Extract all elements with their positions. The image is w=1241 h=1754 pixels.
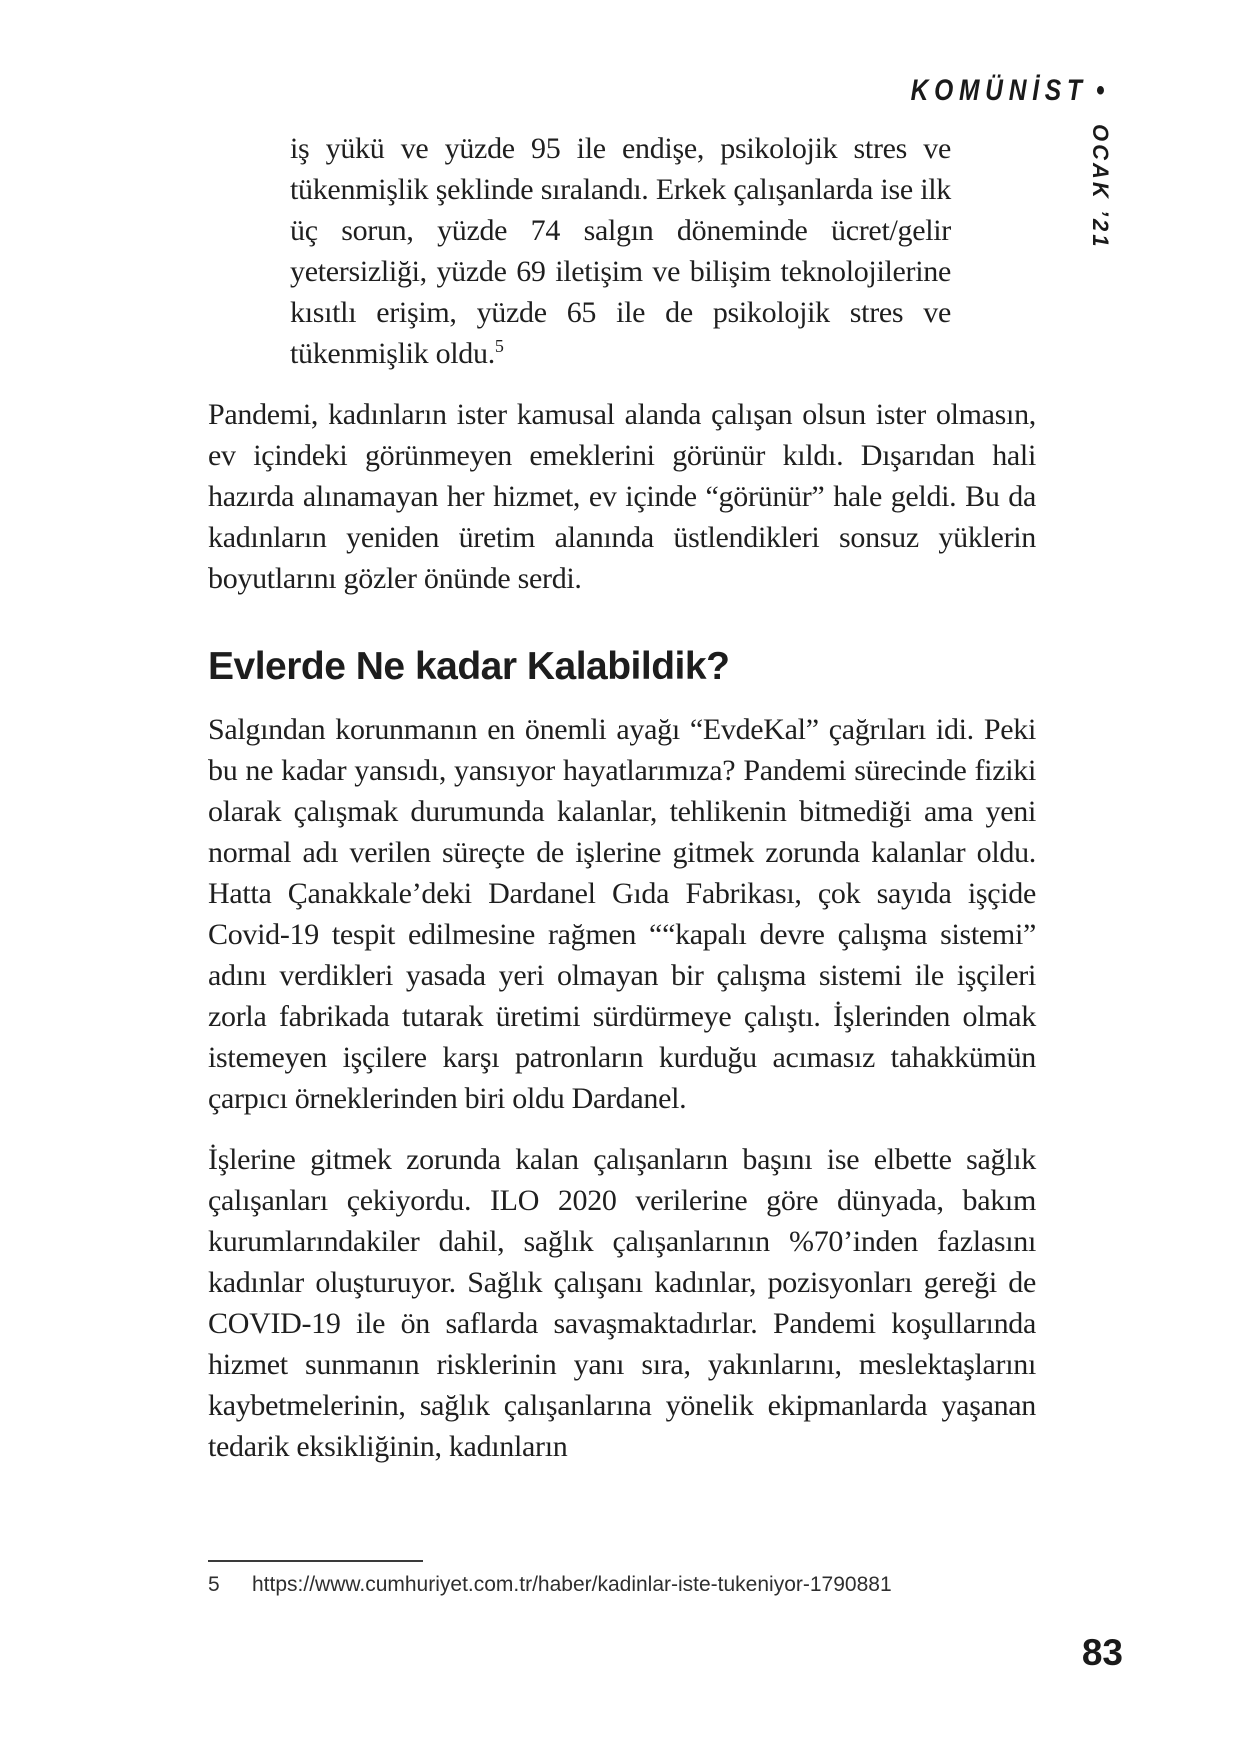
masthead (911, 74, 1105, 108)
section-heading: Evlerde Ne kadar Kalabildik? (208, 645, 730, 688)
block-quote-text: iş yükü ve yüzde 95 ile endişe, psikolojik stres ve tükenmişlik şeklinde sıralandı. Erkek çalışanlarda ise ilk üç sorun, yüzde 74 salgın döneminde ücret/gelir yetersizliği, yüzde 69 iletişim ve bilişim teknolojilerine kısıtlı erişim, yüzde 65 ile de psikolojik stres ve tükenmişlik oldu. (290, 132, 951, 370)
footnote-block (208, 1560, 1036, 1598)
footnote (208, 1572, 1036, 1598)
footnote-reference: 5 (494, 336, 504, 356)
paragraph-1: Pandemi, kadınların ister kamusal alanda çalışan olsun ister olmasın, ev içindeki görünmeyen emeklerini görünür kıldı. Dışarıdan hali hazırda alınamayan her hizmet, ev içinde “görünür” hale geldi. Bu da kadınların yeniden üretim alanında üstlendikleri sonsuz yüklerin boyutlarını gözler önünde serdi. (208, 398, 1036, 595)
page-number: 83 (1081, 1632, 1123, 1673)
footnote-url: https://www.cumhuriyet.com.tr/haber/kadinlar-iste-tukeniyor-1790881 (252, 1573, 892, 1596)
masthead-bullet-icon: • (1096, 74, 1105, 107)
footnote-divider (208, 1560, 423, 1562)
block-quote (290, 128, 951, 374)
article-body (208, 128, 1036, 1467)
footnote-number: 5 (208, 1573, 220, 1596)
paragraph-3: İşlerine gitmek zorunda kalan çalışanların başını ise elbette sağlık çalışanları çekiyordu. ILO 2020 verilerine göre dünyada, bakım kurumlarındakiler dahil, sağlık çalışanlarının %70’inden fazlasını kadınlar oluşturuyor. Sağlık çalışanı kadınlar, pozisyonları gereği de COVID-19 ile ön saflarda savaşmaktadırlar. Pandemi koşullarında hizmet sunmanın risklerinin yanı sıra, yakınlarını, meslektaşlarını kaybetmelerinin, sağlık çalışanlarına yönelik ekipmanlarda yaşanan tedarik eksikliğinin, kadınların (208, 1143, 1036, 1463)
paragraph-2: Salgından korunmanın en önemli ayağı “EvdeKal” çağrıları idi. Peki bu ne kadar yansıdı, yansıyor hayatlarımıza? Pandemi sürecinde fiziki olarak çalışmak durumunda kalanlar, tehlikenin bitmediği ama yeni normal adı verilen süreçte de işlerine gitmek zorunda kalanlar oldu. Hatta Çanakkale’deki Dardanel Gıda Fabrikası, çok sayıda işçide Covid-19 tespit edilmesine rağmen ““kapalı devre çalışma sistemi” adını verdikleri yasada yeri olmayan bir çalışma sistemi ile işçileri zorla fabrikada tutarak üretimi sürdürmeye çalıştı. İşlerinden olmak istemeyen işçilere karşı patronların kurduğu acımasız tahakkümün çarpıcı örneklerinden biri oldu Dardanel. (208, 713, 1036, 1115)
magazine-title: KOMÜNİST (911, 74, 1089, 107)
issue-date: OCAK ’21 (1088, 124, 1113, 250)
